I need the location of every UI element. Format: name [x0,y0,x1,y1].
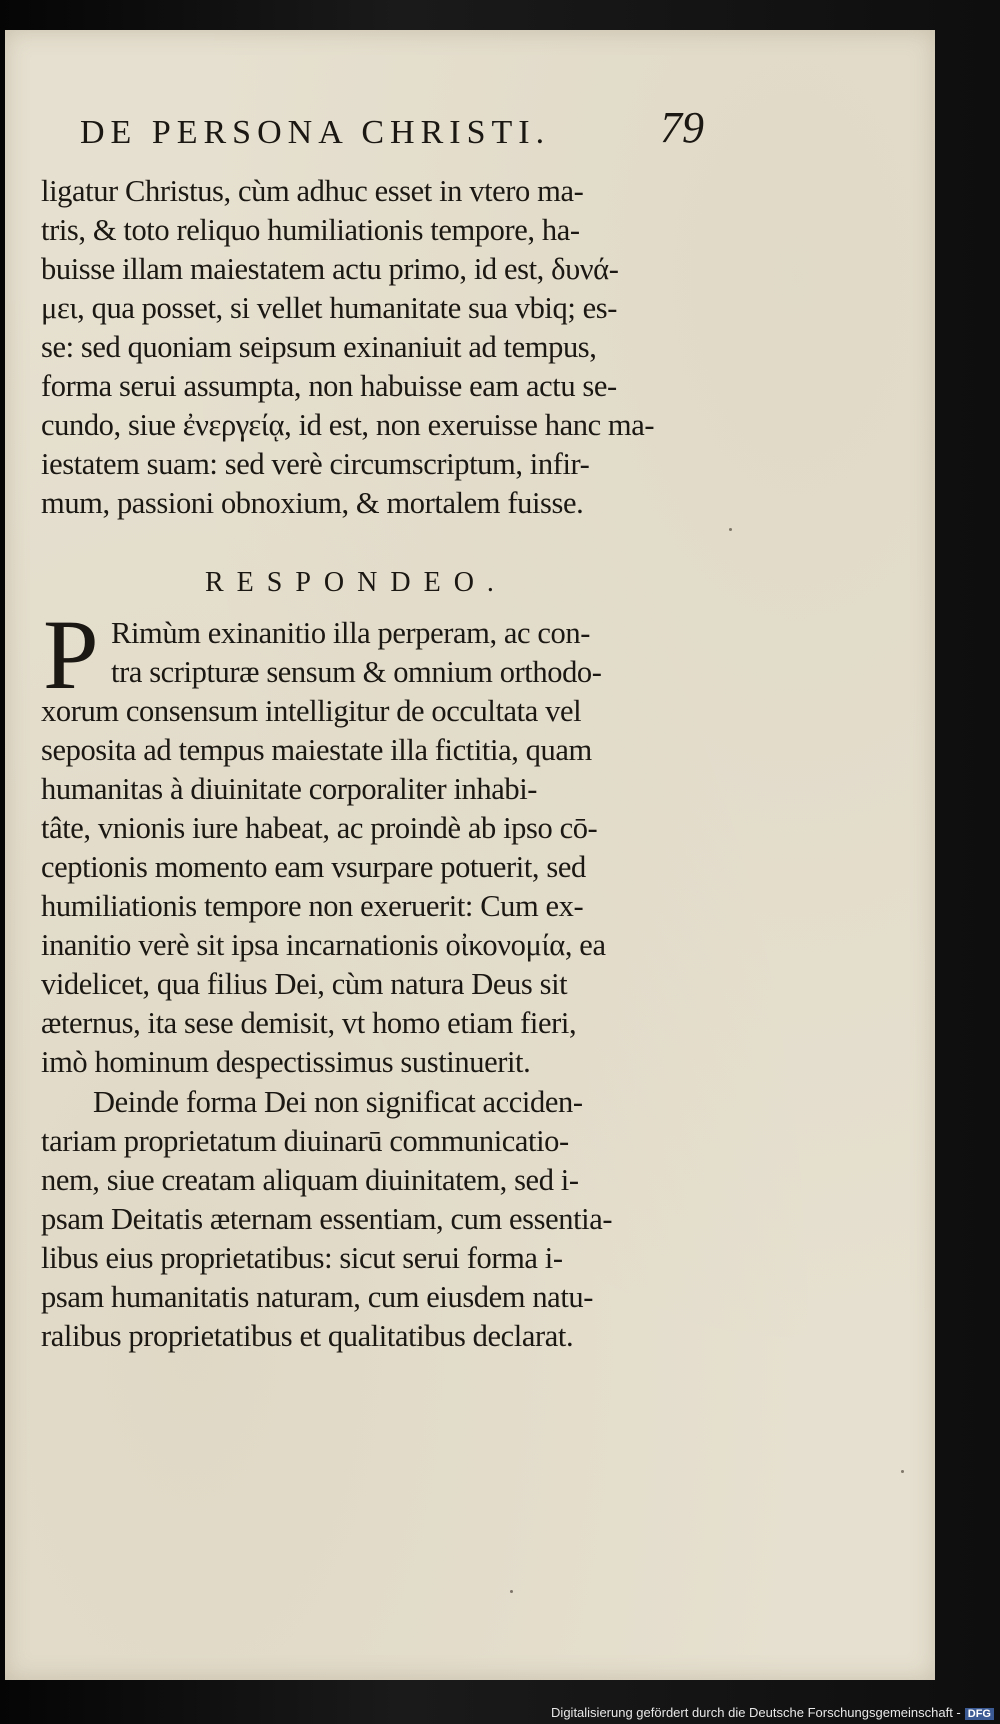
running-head-title: DE PERSONA CHRISTI. [80,114,551,151]
text-line: tâte, vnionis iure habeat, ac proindè ab ipso cō- [41,811,598,845]
paper-speck [510,1590,513,1593]
text-line: Rimùm exinanitio illa perperam, ac con- [111,616,591,650]
text-line: æternus, ita sese demisit, vt homo etiam fieri, [41,1006,577,1040]
paragraph-1 [41,172,721,523]
text-line: psam humanitatis naturam, cum eiusdem natu- [41,1280,593,1314]
text-line: ceptionis momento eam vsurpare potuerit, sed [41,850,586,884]
book-page [5,30,935,1680]
text-line: ralibus proprietatibus et qualitatibus declarat. [41,1319,574,1353]
dfg-logo: DFG [965,1708,994,1720]
text-line: tariam proprietatum diuinarū communicatio- [41,1124,569,1158]
text-line: libus eius proprietatibus: sicut serui forma i- [41,1241,563,1275]
running-head [80,102,720,162]
text-line: humiliationis tempore non exeruerit: Cum ex- [41,889,584,923]
text-line: inanitio verè sit ipsa incarnationis οἰκονομία, ea [41,928,606,962]
text-line: μει, qua posset, si vellet humanitate sua vbiq; es- [41,291,618,325]
text-line: cundo, siue ἐνεργείᾳ, id est, non exeruisse hanc ma- [41,408,655,442]
credit-text: Digitalisierung gefördert durch die Deutsche Forschungsgemeinschaft - [551,1705,961,1720]
page-number: 79 [660,103,704,152]
text-line: nem, siue creatam aliquam diuinitatem, sed i- [41,1163,579,1197]
text-line: mum, passioni obnoxium, & mortalem fuisse. [41,486,584,520]
paper-speck [729,528,732,531]
text-line: iestatem suam: sed verè circumscriptum, infir- [41,447,590,481]
text-line: psam Deitatis æternam essentiam, cum essentia- [41,1202,613,1236]
digitization-credit [551,1705,994,1720]
text-line: humanitas à diuinitate corporaliter inhabi- [41,772,538,806]
text-line: se: sed quoniam seipsum exinaniuit ad tempus, [41,330,597,364]
text-line: ligatur Christus, cùm adhuc esset in vtero ma- [41,174,584,208]
paragraph-2 [41,599,721,1082]
text-line: tra scripturæ sensum & omnium orthodo- [111,655,602,689]
text-line: seposita ad tempus maiestate illa fictitia, quam [41,733,592,767]
text-line: forma serui assumpta, non habuisse eam actu se- [41,369,617,403]
paper-speck [901,1470,904,1473]
paragraph-3 [41,1083,721,1356]
text-line: buisse illam maiestatem actu primo, id est, δυνά- [41,252,619,286]
text-line: xorum consensum intelligitur de occultata vel [41,694,582,728]
text-line: imò hominum despectissimus sustinuerit. [41,1045,531,1079]
text-line: Deinde forma Dei non significat acciden- [93,1085,583,1119]
text-line: videlicet, qua filius Dei, cùm natura Deus sit [41,967,568,1001]
text-line: tris, & toto reliquo humiliationis tempore, ha- [41,213,580,247]
drop-cap-initial: P [43,599,99,710]
section-heading: RESPONDEO. [205,567,507,598]
